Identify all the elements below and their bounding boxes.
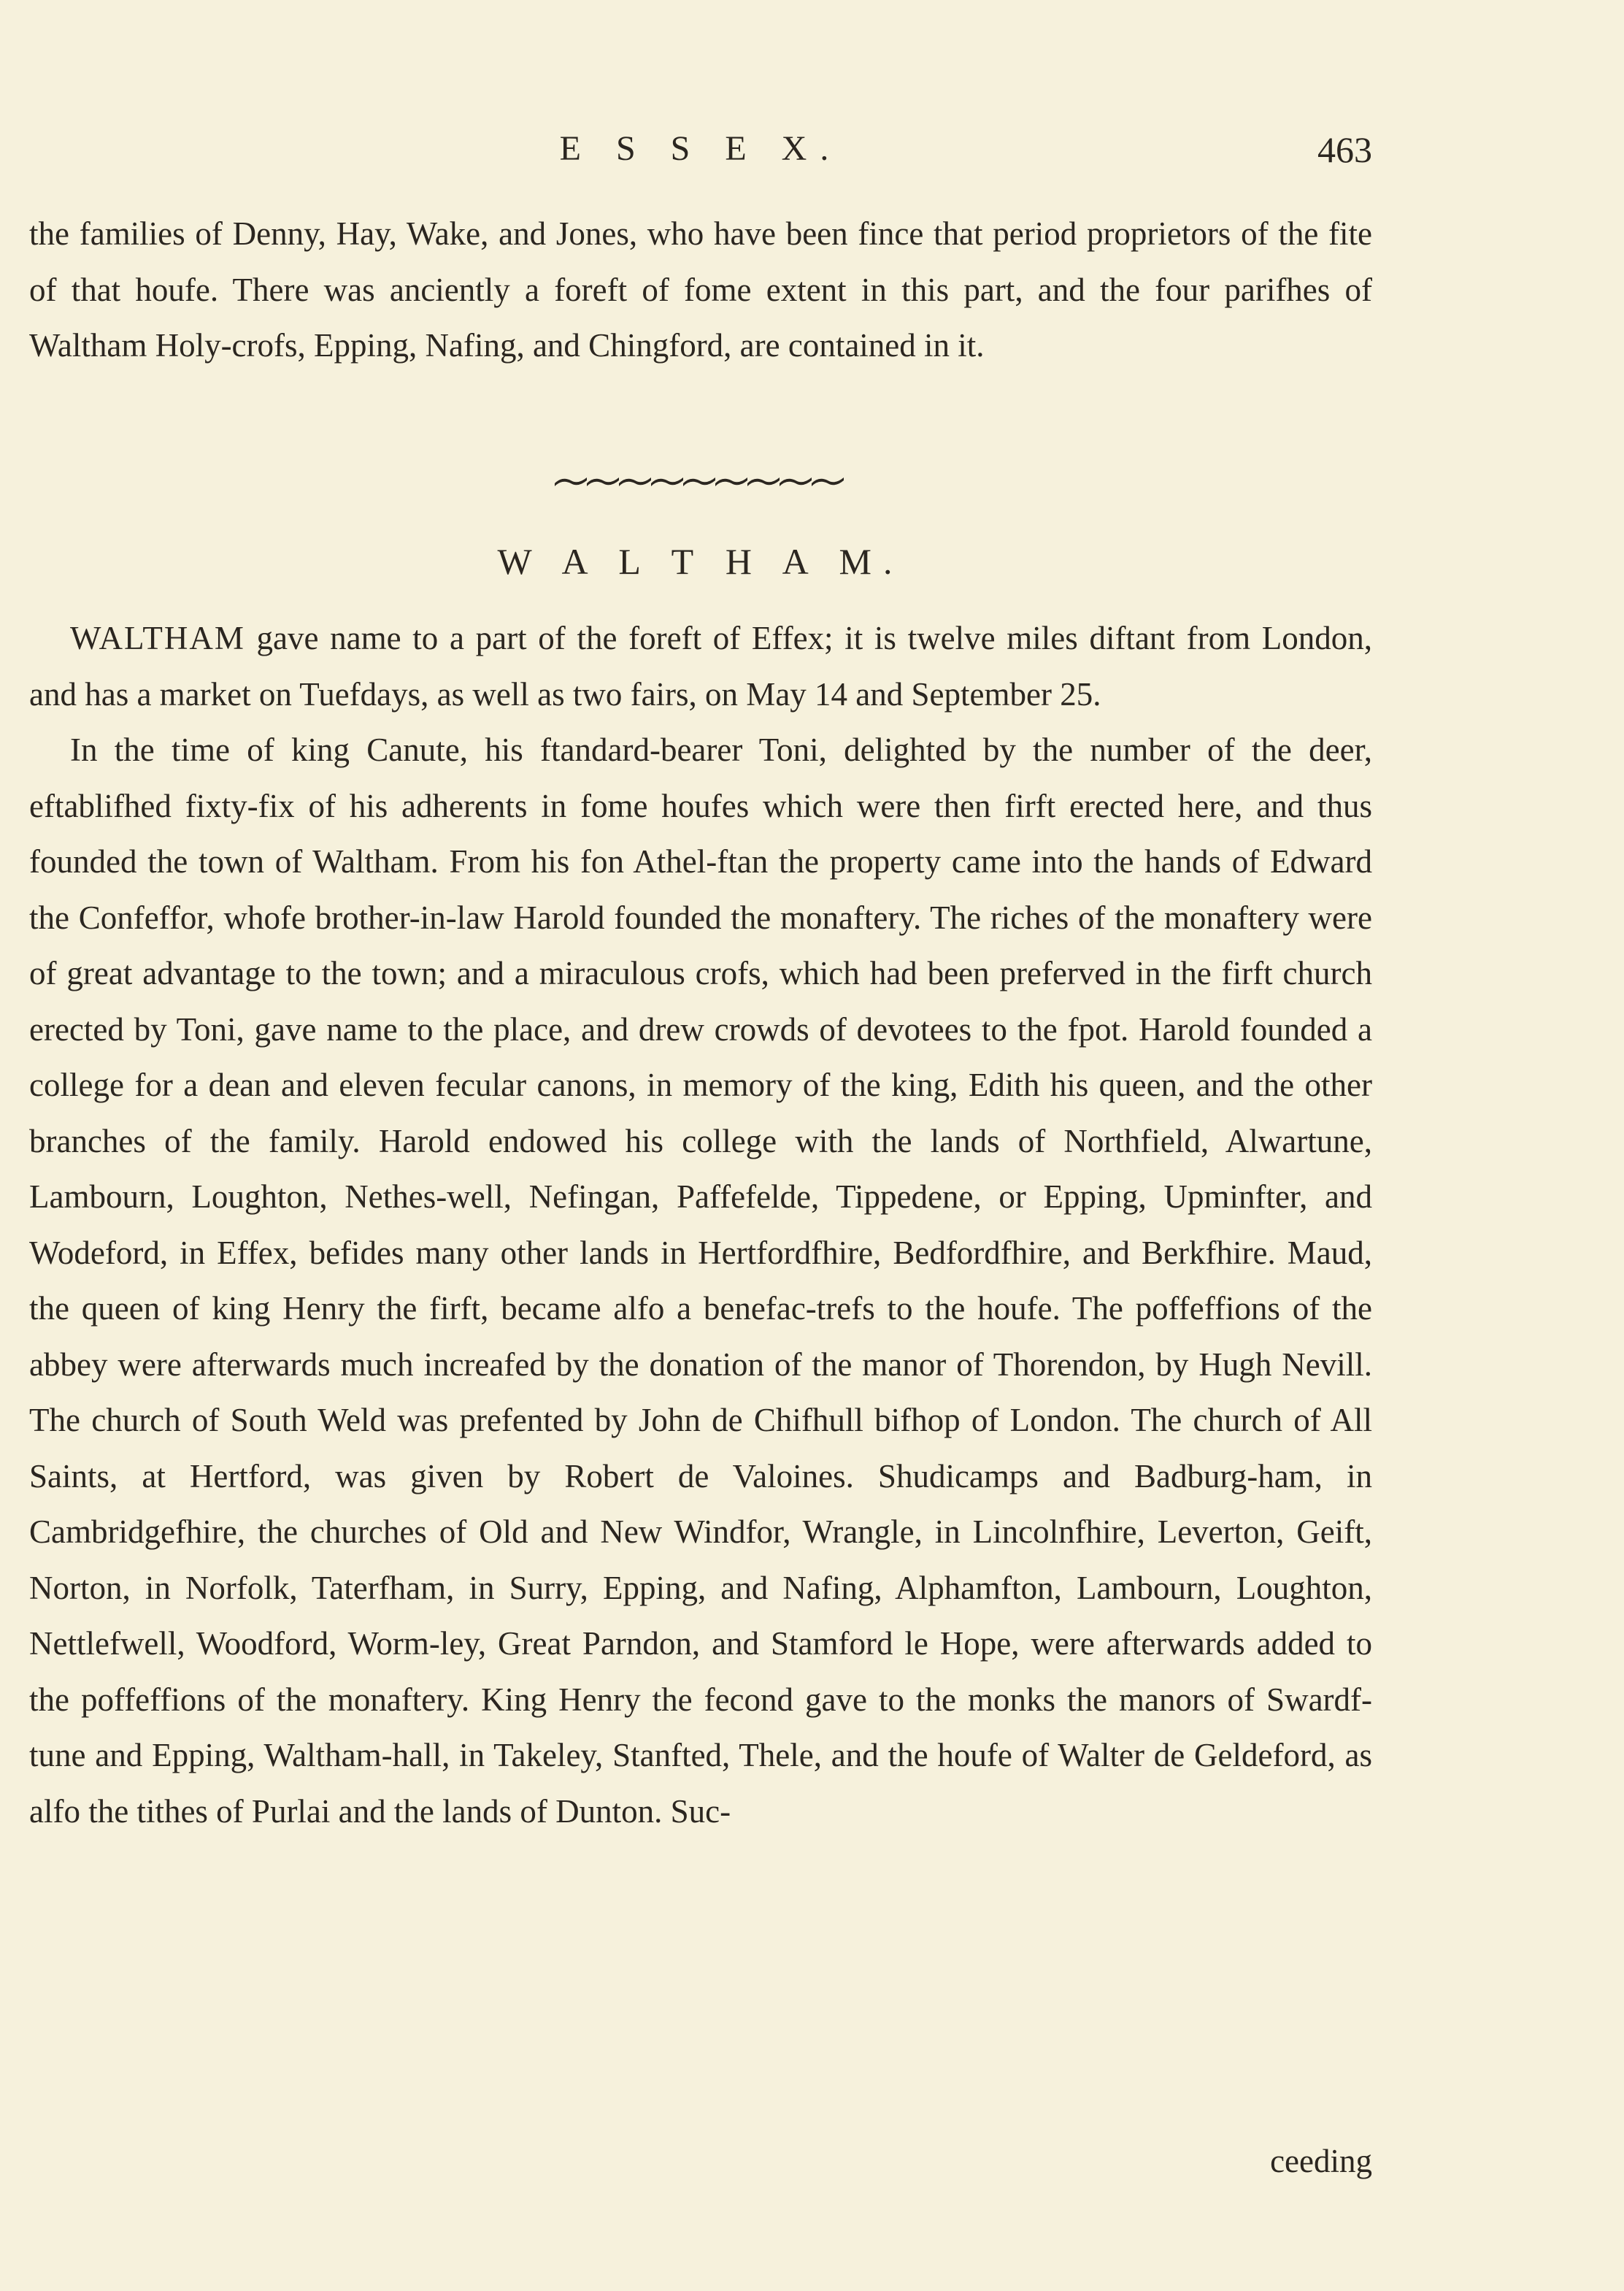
page-number: 463 bbox=[1317, 129, 1372, 170]
paragraph-lead-word: WALTHAM bbox=[70, 620, 245, 656]
ornament-divider bbox=[29, 467, 1372, 496]
paragraph-1 bbox=[29, 610, 1372, 722]
paragraph-1-text: gave name to a part of the foreft of Effex; it is twelve miles diftant from London, and has a market on Tuefdays, as well as two fairs, on May 14 and September 25. bbox=[29, 620, 1372, 713]
running-head-title: E S S E X. bbox=[559, 129, 842, 168]
catchword: ceeding bbox=[1270, 2143, 1372, 2179]
intro-paragraph: the families of Denny, Hay, Wake, and Jones, who have been fince that period proprietors of the fite of that houfe. There was anciently a foreft of fome extent in this part, and the four parifhes of Waltham Holy-crofs, Epping, Nafing, and Chingford, are contained in it. bbox=[29, 215, 1372, 364]
main-text-block bbox=[29, 610, 1372, 1839]
intro-paragraph-block bbox=[29, 206, 1372, 374]
running-head bbox=[29, 128, 1372, 187]
paragraph-2-text: In the time of king Canute, his ftandard-bearer Toni, delighted by the number of the deer, eftablifhed fixty-fix of his adherents in fome houfes which were then firft erected here, and thus founded the town of Waltham. From his fon Athel-ftan the property came into the hands of Edward the Confeffor, whofe brother-in-law Harold founded the monaftery. The riches of the monaftery were of great advantage to the town; and a miraculous crofs, which had been preferved in the firft church erected by Toni, gave name to the place, and drew crowds of devotees to the fpot. Harold founded a college for a dean and eleven fecular canons, in memory of the king, Edith his queen, and the other branches of the family. Harold endowed his college with the lands of Northfield, Alwartune, Lambourn, Loughton, Nethes-well, Nefingan, Paffefelde, Tippedene, or Epping, Upminfter, and Wodeford, in Effex, befides many other lands in Hertfordfhire, Bedfordfhire, and Berkfhire. Maud, the queen of king Henry the firft, became alfo a benefac-trefs to the houfe. The poffeffions of the abbey were afterwards much increafed by the donation of the manor of Thorendon, by Hugh Nevill. The church of South Weld was prefented by John de Chifhull bifhop of London. The church of All Saints, at Hertford, was given by Robert de Valoines. Shudicamps and Badburg-ham, in Cambridgefhire, the churches of Old and New Windfor, Wrangle, in Lincolnfhire, Leverton, Geift, Norton, in Norfolk, Taterfham, in Surry, Epping, and Nafing, Alphamfton, Lambourn, Loughton, Nettlefwell, Woodford, Worm-ley, Great Parndon, and Stamford le Hope, were afterwards added to the poffeffions of the monaftery. King Henry the fecond gave to the monks the manors of Swardf-tune and Epping, Waltham-hall, in Takeley, Stanfted, Thele, and the houfe of Walter de Geldeford, as alfo the tithes of Purlai and the lands of Dunton. Suc- bbox=[29, 732, 1372, 1830]
section-heading: W A L T H A M. bbox=[497, 541, 904, 582]
paragraph-2 bbox=[29, 722, 1372, 1839]
